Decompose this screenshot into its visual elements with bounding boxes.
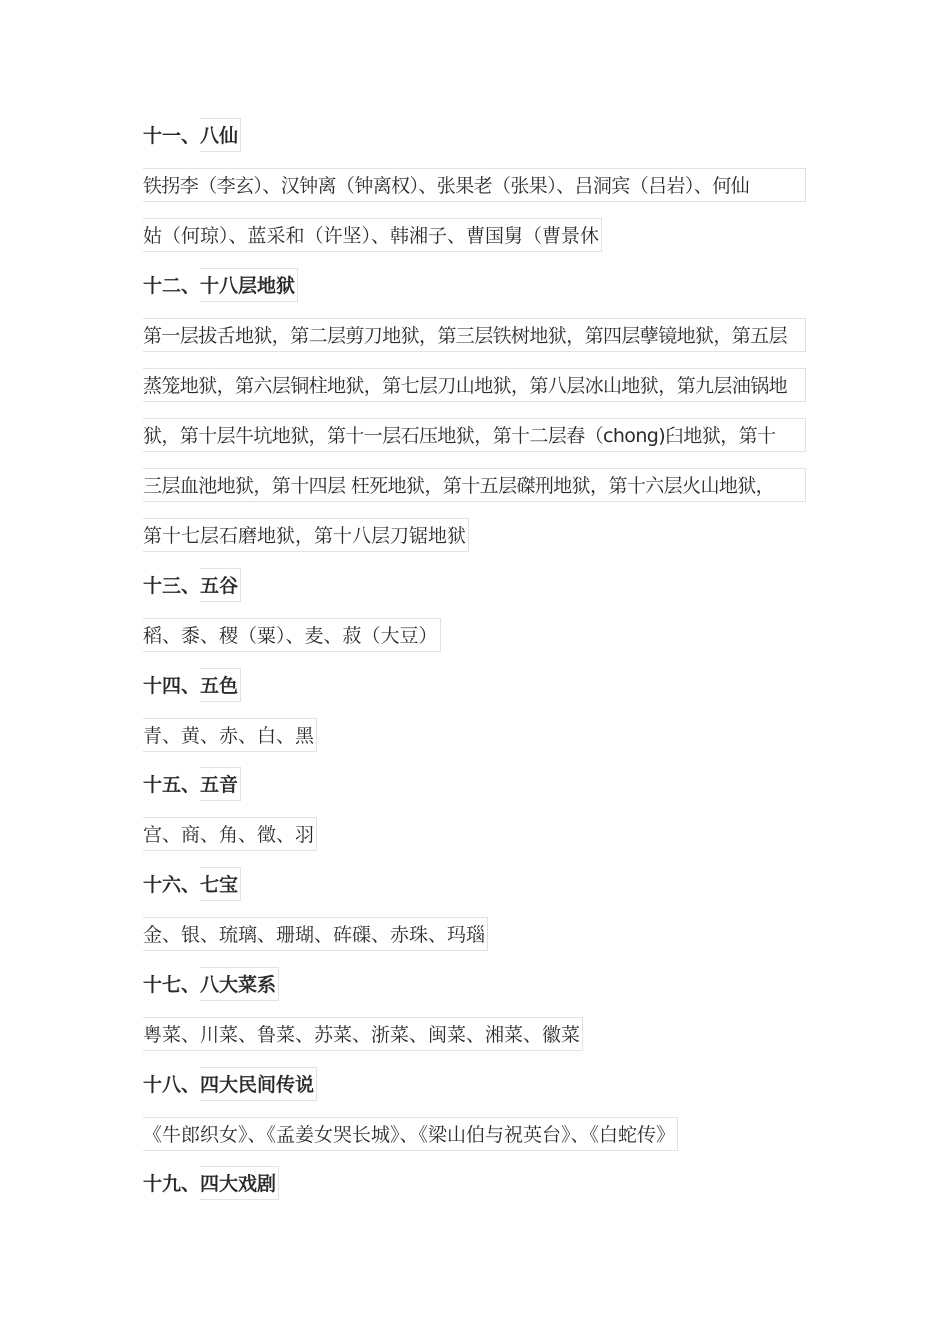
section-title: 五色 <box>200 668 241 702</box>
section-heading-18 <box>143 1067 317 1101</box>
section-number: 十九、 <box>143 1173 201 1195</box>
section-heading-13 <box>143 568 241 602</box>
section-number: 十六、 <box>143 874 201 896</box>
text-line: 铁拐李（李玄）、汉钟离（钟离权）、张果老（张果）、吕洞宾（吕岩）、何仙 <box>143 168 806 202</box>
section-number: 十三、 <box>143 575 201 597</box>
text-line: 三层血池地狱，第十四层 枉死地狱，第十五层磔刑地狱，第十六层火山地狱， <box>143 468 806 502</box>
text-line: 第十七层石磨地狱，第十八层刀锯地狱 <box>143 518 469 552</box>
section-title: 四大戏剧 <box>200 1166 279 1200</box>
section-number: 十一、 <box>143 125 201 147</box>
text-line: 姑（何琼）、蓝采和（许坚）、韩湘子、曹国舅（曹景休 <box>143 218 602 252</box>
text-line: 第一层拔舌地狱，第二层剪刀地狱，第三层铁树地狱，第四层孽镜地狱，第五层 <box>143 318 806 352</box>
text-line: 宫、商、角、徵、羽 <box>143 817 317 851</box>
section-heading-11 <box>143 118 241 152</box>
text-line: 粤菜、川菜、鲁菜、苏菜、浙菜、闽菜、湘菜、徽菜 <box>143 1017 583 1051</box>
section-number: 十七、 <box>143 974 201 996</box>
section-title: 十八层地狱 <box>200 268 298 302</box>
section-title: 八仙 <box>200 118 241 152</box>
section-number: 十四、 <box>143 675 201 697</box>
section-number: 十二、 <box>143 275 201 297</box>
section-title: 五音 <box>200 767 241 801</box>
section-number: 十五、 <box>143 774 201 796</box>
section-heading-14 <box>143 668 241 702</box>
section-heading-15 <box>143 767 241 801</box>
section-number: 十八、 <box>143 1074 201 1096</box>
section-title: 八大菜系 <box>200 967 279 1001</box>
section-heading-16 <box>143 867 241 901</box>
text-line: 青、黄、赤、白、黑 <box>143 718 317 752</box>
text-line: 稻、黍、稷（粟）、麦、菽（大豆） <box>143 618 441 652</box>
section-heading-19 <box>143 1166 279 1200</box>
section-heading-17 <box>143 967 279 1001</box>
section-title: 五谷 <box>200 568 241 602</box>
text-line: 金、银、琉璃、珊瑚、砗磲、赤珠、玛瑙 <box>143 917 488 951</box>
section-title: 七宝 <box>200 867 241 901</box>
text-line: 蒸笼地狱，第六层铜柱地狱，第七层刀山地狱，第八层冰山地狱，第九层油锅地 <box>143 368 806 402</box>
text-line: 《牛郎织女》、《孟姜女哭长城》、《梁山伯与祝英台》、《白蛇传》 <box>143 1117 678 1151</box>
section-heading-12 <box>143 268 298 302</box>
section-title: 四大民间传说 <box>200 1067 317 1101</box>
text-line: 狱，第十层牛坑地狱，第十一层石压地狱，第十二层舂（chong)臼地狱，第十 <box>143 418 806 452</box>
